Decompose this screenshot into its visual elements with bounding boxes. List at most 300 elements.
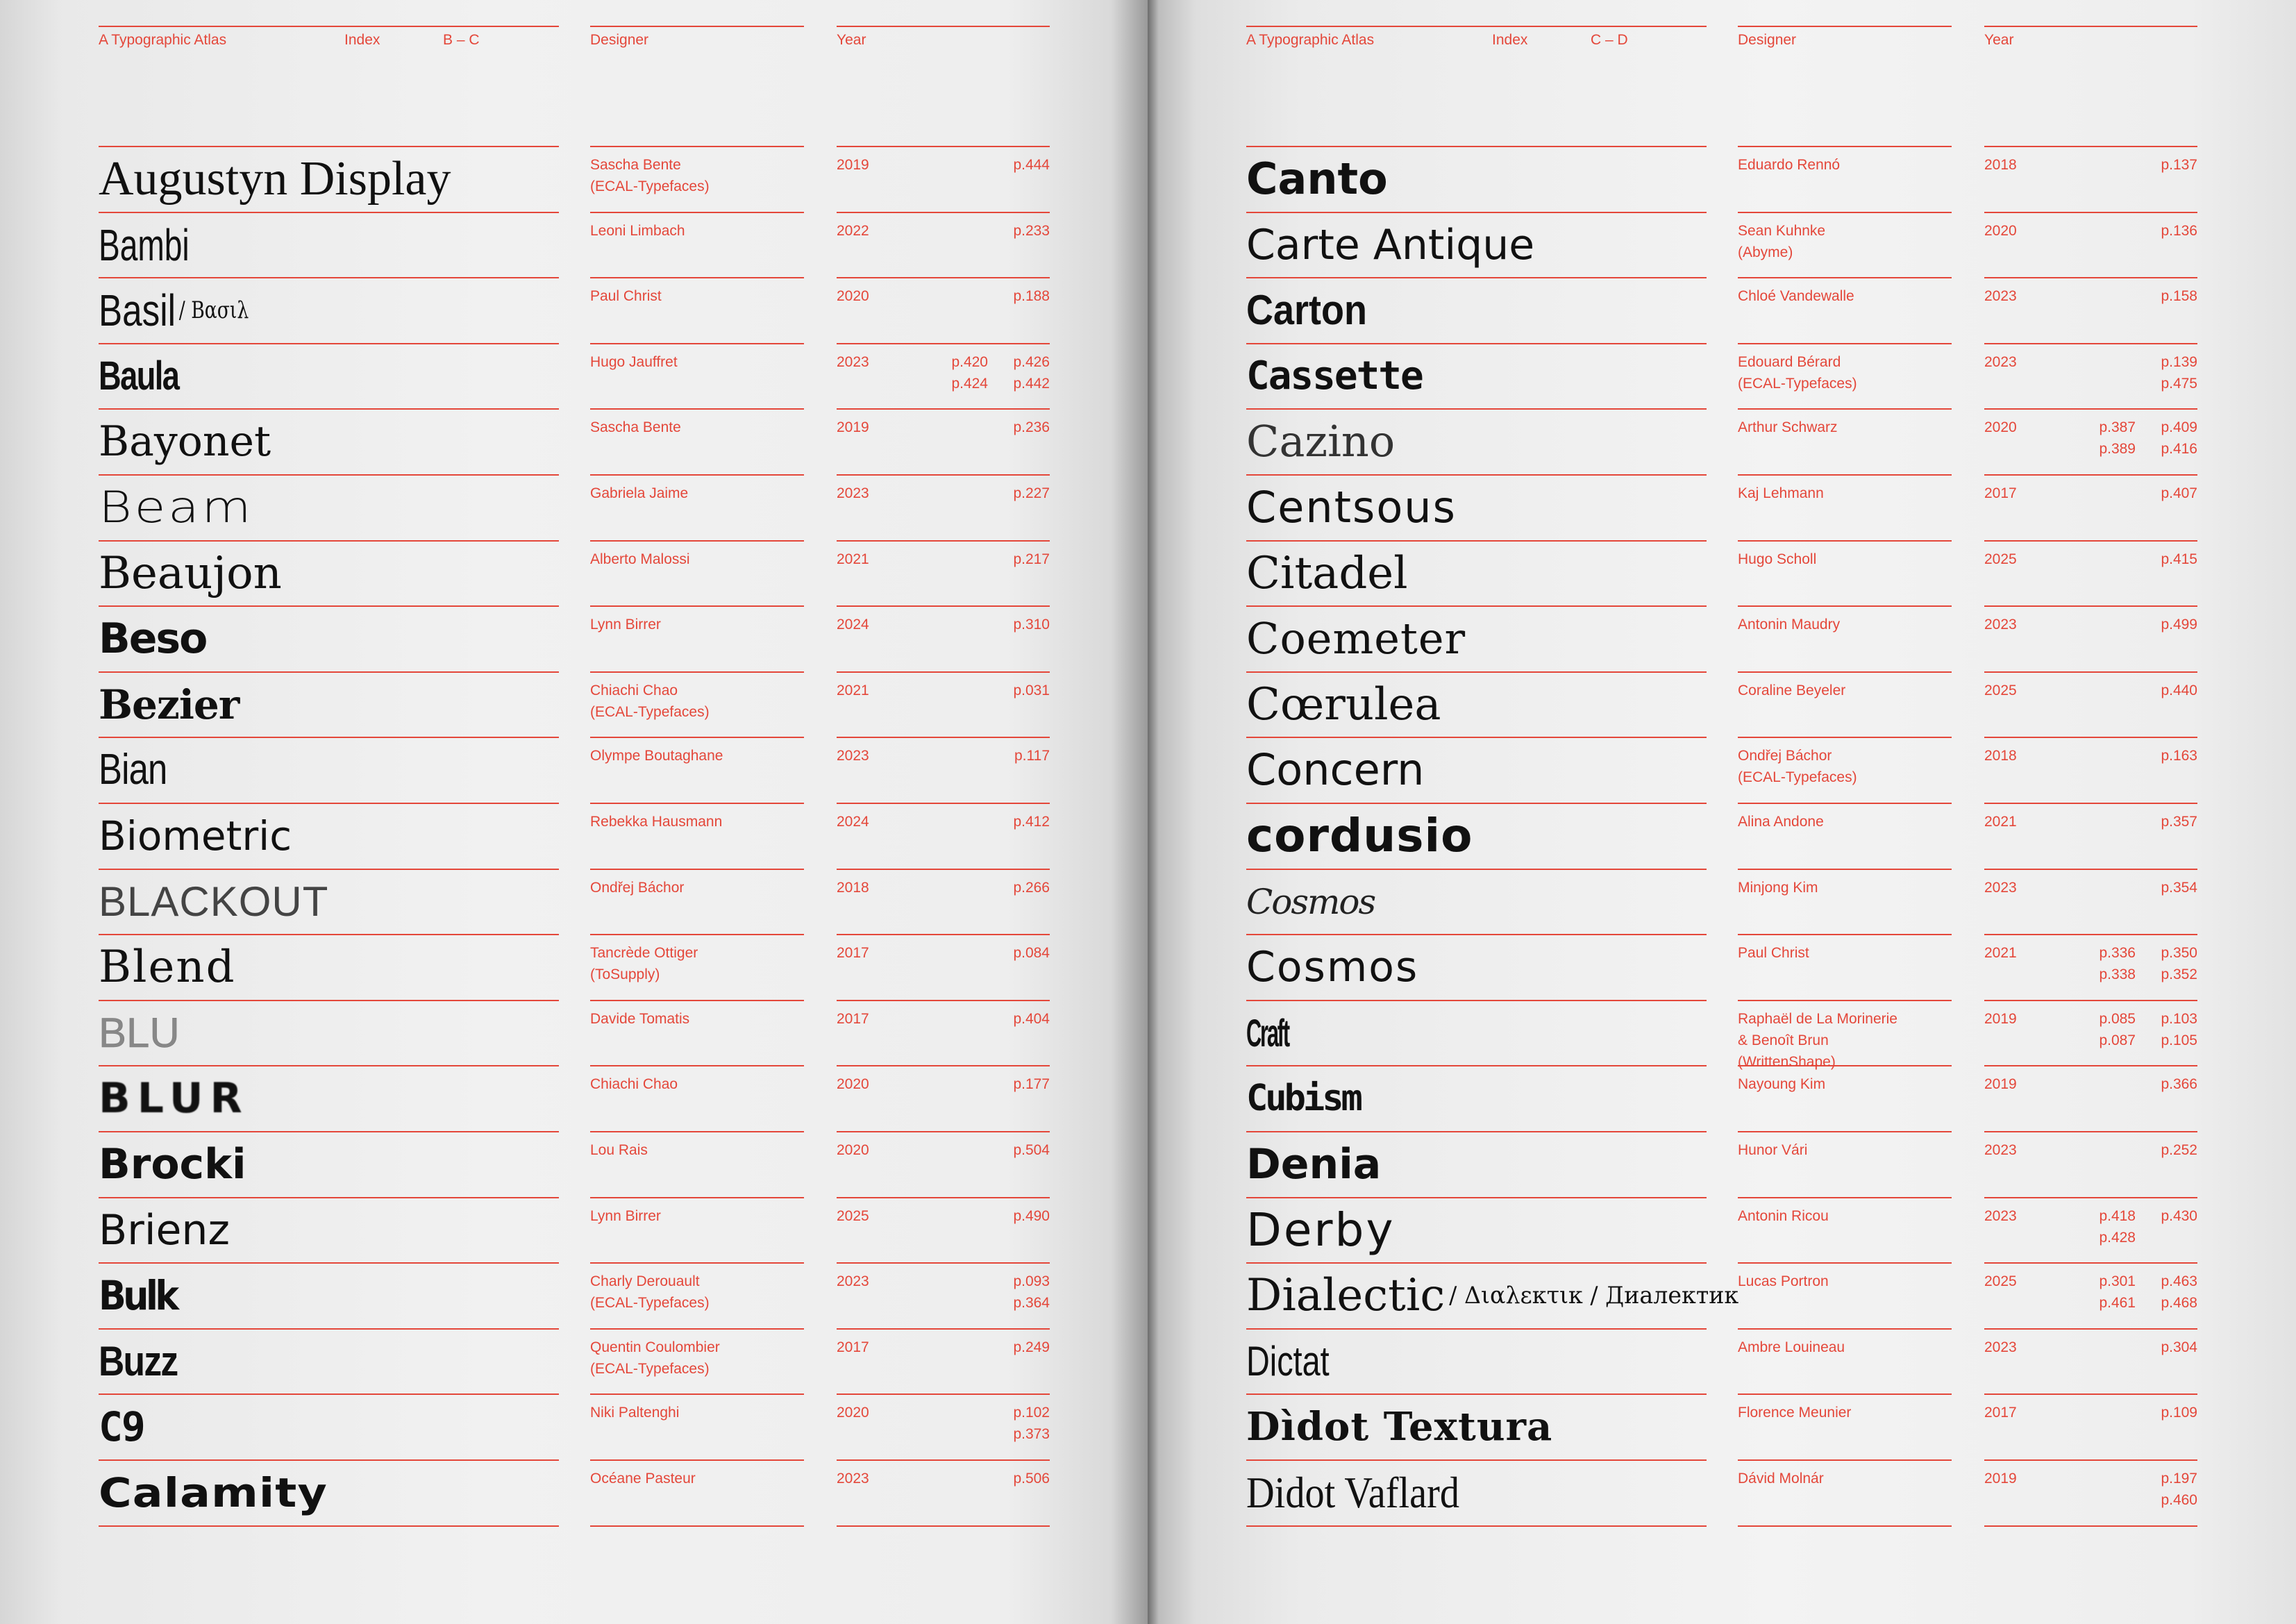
designer: Gabriela Jaime	[590, 485, 689, 501]
index-row	[0, 1197, 1146, 1263]
designer: Nayoung Kim	[1738, 1076, 1826, 1092]
typeface-name-text: Beso	[99, 614, 207, 663]
page-reference[interactable]: p.490	[1013, 1208, 1050, 1224]
year: 2017	[1984, 485, 2017, 501]
page-reference[interactable]: p.336 p.338	[2099, 945, 2136, 982]
end-rule-designer	[1738, 1525, 1952, 1527]
typeface-name[interactable]	[1246, 1328, 1330, 1394]
index-row	[1148, 1000, 2293, 1070]
typeface-name-text: Brienz	[99, 1205, 230, 1255]
rule-designer	[1738, 1000, 1952, 1001]
year: 2025	[1984, 551, 2017, 567]
typeface-name-text: BLUR	[99, 1073, 249, 1123]
year: 2023	[1984, 288, 2017, 304]
rule-designer	[1738, 671, 1952, 673]
page-reference[interactable]: p.350 p.352	[2161, 945, 2197, 982]
rule-name	[99, 1393, 559, 1395]
typeface-name[interactable]	[99, 803, 292, 869]
designer: Florence Meunier	[1738, 1405, 1852, 1421]
index-row	[1148, 540, 2293, 606]
index-row	[0, 212, 1146, 278]
header-year: Year	[1984, 32, 2014, 48]
year: 2023	[837, 1273, 869, 1289]
page-reference[interactable]: p.387 p.389	[2099, 419, 2136, 457]
year: 2020	[837, 288, 869, 304]
designer: Minjong Kim	[1738, 880, 1818, 896]
index-row	[0, 737, 1146, 803]
typeface-name-text: Brocki	[99, 1139, 246, 1189]
year: 2017	[1984, 1405, 2017, 1421]
rule-designer	[590, 212, 804, 213]
typeface-name[interactable]	[1246, 1197, 1396, 1263]
designer: Olympe Boutaghane	[590, 748, 723, 764]
rule-designer	[1738, 540, 1952, 542]
end-rule-year	[1984, 1525, 2197, 1527]
rule-year	[837, 474, 1050, 476]
year: 2017	[837, 945, 869, 961]
index-row	[1148, 1393, 2293, 1459]
rule-designer	[590, 1131, 804, 1132]
rule-designer	[1738, 277, 1952, 278]
rule-designer	[590, 1262, 804, 1264]
typeface-name[interactable]	[1246, 1131, 1381, 1197]
rule-year	[1984, 1197, 2197, 1198]
index-row	[1148, 803, 2293, 869]
index-row	[1148, 408, 2293, 474]
designer: Hunor Vári	[1738, 1142, 1808, 1158]
page-reference[interactable]: p.499	[2161, 617, 2197, 633]
rule-designer	[1738, 1065, 1952, 1066]
designer: Lynn Birrer	[590, 617, 661, 633]
page-reference[interactable]: p.404	[1013, 1011, 1050, 1027]
typeface-name[interactable]	[99, 1459, 328, 1525]
designer: Leoni Limbach	[590, 223, 685, 239]
typeface-name-text: BLACKOUT	[99, 878, 329, 925]
typeface-name[interactable]	[1246, 474, 1457, 540]
typeface-name-text: Cazino	[1246, 415, 1396, 467]
year: 2021	[1984, 814, 2017, 830]
rule-designer	[590, 1000, 804, 1001]
page-reference[interactable]: p.310	[1013, 617, 1050, 633]
typeface-name[interactable]	[99, 540, 282, 606]
page-reference[interactable]: p.304	[2161, 1339, 2197, 1355]
index-row	[1148, 146, 2293, 212]
page-reference[interactable]: p.103 p.105	[2161, 1011, 2197, 1048]
rule-year	[1984, 605, 2197, 607]
designer: Chiachi Chao	[590, 1076, 678, 1092]
rule-designer	[590, 869, 804, 870]
page-reference[interactable]: p.109	[2161, 1405, 2197, 1421]
index-row	[1148, 343, 2293, 409]
designer: Tancrède Ottiger (ToSupply)	[590, 945, 698, 982]
typeface-name[interactable]	[1246, 737, 1424, 803]
typeface-name[interactable]	[99, 408, 271, 474]
year: 2024	[837, 617, 869, 633]
typeface-name-text: Beam	[99, 481, 254, 533]
index-row	[0, 803, 1146, 869]
page-reference[interactable]: p.163	[2161, 748, 2197, 764]
designer: Sean Kuhnke (Abyme)	[1738, 223, 1826, 260]
rule-designer	[590, 737, 804, 738]
typeface-name[interactable]	[1246, 277, 1367, 343]
page-reference[interactable]: p.418 p.428	[2099, 1208, 2136, 1246]
header-range: B – C	[443, 32, 480, 48]
typeface-name[interactable]	[1246, 212, 1534, 278]
rule-year	[1984, 1000, 2197, 1001]
rule-year	[837, 1459, 1050, 1461]
rule-designer	[1738, 408, 1952, 410]
year: 2023	[837, 1471, 869, 1487]
page-reference[interactable]: p.266	[1013, 880, 1050, 896]
rule-year	[1984, 408, 2197, 410]
typeface-name-text: BLU	[99, 1009, 180, 1056]
page-reference[interactable]: p.188	[1013, 288, 1050, 304]
year: 2024	[837, 814, 869, 830]
page-reference[interactable]: p.177	[1013, 1076, 1050, 1092]
page-reference[interactable]: p.252	[2161, 1142, 2197, 1158]
typeface-name-text: Dialectic	[1246, 1269, 1446, 1321]
typeface-name-text: Buzz	[99, 1337, 178, 1384]
rule-year	[837, 869, 1050, 870]
typeface-name-alt: / Βασιλ	[178, 296, 249, 324]
designer: Arthur Schwarz	[1738, 419, 1838, 435]
designer: Chiachi Chao (ECAL-Typefaces)	[590, 683, 710, 720]
header-designer-group	[1738, 26, 1952, 47]
typeface-name[interactable]	[99, 1262, 176, 1328]
year: 2021	[837, 683, 869, 698]
rule-year	[1984, 1328, 2197, 1330]
index-row	[0, 934, 1146, 1000]
typeface-name[interactable]	[1246, 408, 1395, 474]
header-index: Index	[1492, 32, 1528, 48]
rule-designer	[1738, 1197, 1952, 1198]
typeface-name-text: Biometric	[99, 812, 292, 860]
typeface-name-text: Calamity	[99, 1468, 328, 1516]
typeface-name[interactable]	[99, 474, 253, 540]
typeface-name-text: Basil	[99, 285, 176, 335]
index-row	[0, 1459, 1146, 1525]
typeface-name[interactable]	[99, 146, 451, 212]
header-range: C – D	[1591, 32, 1628, 48]
designer: Lucas Portron	[1738, 1273, 1829, 1289]
year: 2018	[1984, 748, 2017, 764]
rule-year	[837, 343, 1050, 344]
designer: Antonin Ricou	[1738, 1208, 1829, 1224]
rule-designer	[590, 803, 804, 804]
typeface-name[interactable]	[1246, 540, 1408, 606]
year: 2020	[837, 1076, 869, 1092]
rule-designer	[1738, 146, 1952, 147]
year: 2023	[837, 485, 869, 501]
year: 2023	[1984, 880, 2017, 896]
page-reference[interactable]: p.136	[2161, 223, 2197, 239]
year: 2025	[1984, 683, 2017, 698]
rule-name	[1246, 1000, 1707, 1001]
page-reference[interactable]: p.463 p.468	[2161, 1273, 2197, 1311]
index-row	[1148, 1131, 2293, 1197]
page-reference[interactable]: p.227	[1013, 485, 1050, 501]
index-row	[0, 605, 1146, 671]
year: 2023	[1984, 1208, 2017, 1224]
year: 2023	[1984, 354, 2017, 370]
rule-year	[837, 540, 1050, 542]
rule-designer	[590, 1459, 804, 1461]
end-rule-designer	[590, 1525, 804, 1527]
rule-designer	[590, 277, 804, 278]
rule-year	[1984, 1065, 2197, 1066]
rule-year	[1984, 737, 2197, 738]
typeface-name-text: Canto	[1246, 153, 1388, 204]
designer: Rebekka Hausmann	[590, 814, 723, 830]
index-row	[0, 671, 1146, 737]
header-title: A Typographic Atlas	[99, 32, 227, 48]
typeface-name[interactable]	[99, 343, 178, 409]
rule-year	[837, 934, 1050, 935]
page-reference[interactable]: p.415	[2161, 551, 2197, 567]
page-reference[interactable]: p.236	[1013, 419, 1050, 435]
page-reference[interactable]: p.102 p.373	[1013, 1405, 1050, 1442]
designer: Paul Christ	[1738, 945, 1809, 961]
rule-designer	[1738, 1328, 1952, 1330]
rule-year	[837, 212, 1050, 213]
typeface-name[interactable]	[99, 605, 206, 671]
page-reference[interactable]: p.031	[1013, 683, 1050, 698]
designer: Kaj Lehmann	[1738, 485, 1824, 501]
page-reference[interactable]: p.426 p.442	[1013, 354, 1050, 392]
header-designer: Designer	[590, 32, 649, 48]
typeface-name[interactable]	[1246, 1459, 1459, 1525]
rule-year	[1984, 474, 2197, 476]
rule-year	[1984, 343, 2197, 344]
page-reference[interactable]: p.420 p.424	[951, 354, 988, 392]
index-row	[0, 1065, 1146, 1131]
typeface-name[interactable]	[99, 1197, 230, 1263]
page-reference[interactable]: p.430	[2161, 1208, 2197, 1224]
typeface-name-text: Cœrulea	[1246, 678, 1441, 730]
rule-year	[837, 1328, 1050, 1330]
year: 2020	[837, 1142, 869, 1158]
index-row	[0, 146, 1146, 212]
index-row	[1148, 1328, 2293, 1394]
page-reference[interactable]: p.093 p.364	[1013, 1273, 1050, 1311]
typeface-name-text: cordusio	[1246, 808, 1473, 862]
typeface-name-text: Bian	[99, 745, 167, 794]
page-reference[interactable]: p.233	[1013, 223, 1050, 239]
designer: Alina Andone	[1738, 814, 1824, 830]
typeface-name[interactable]	[1246, 1262, 1738, 1328]
typeface-name[interactable]	[99, 277, 249, 343]
page-reference[interactable]: p.504	[1013, 1142, 1050, 1158]
typeface-name-text: Carte Antique	[1246, 220, 1535, 269]
index-row	[0, 1328, 1146, 1394]
page-reference[interactable]: p.407	[2161, 485, 2197, 501]
typeface-name[interactable]	[1246, 343, 1423, 409]
typeface-name-text: Craft	[1246, 1010, 1289, 1055]
year: 2019	[1984, 1471, 2017, 1487]
rule-year	[837, 277, 1050, 278]
typeface-name-text: Cosmos	[1246, 881, 1375, 922]
year: 2022	[837, 223, 869, 239]
typeface-name-text: Cassette	[1246, 353, 1423, 399]
year: 2021	[837, 551, 869, 567]
rule-designer	[590, 671, 804, 673]
typeface-name[interactable]	[1246, 1065, 1360, 1131]
rule-year	[1984, 540, 2197, 542]
header-designer: Designer	[1738, 32, 1797, 48]
designer: Sascha Bente	[590, 419, 681, 435]
page-reference[interactable]: p.117	[1014, 748, 1050, 764]
typeface-name-alt: / Διαλεκτικ / Диалектик	[1449, 1281, 1739, 1309]
year: 2023	[837, 748, 869, 764]
rule-designer	[1738, 212, 1952, 213]
typeface-name[interactable]	[1246, 934, 1418, 1000]
page-reference[interactable]: p.084	[1013, 945, 1050, 961]
rule-designer	[1738, 737, 1952, 738]
typeface-name-text: Cubism	[1246, 1077, 1360, 1119]
header-designer-group	[590, 26, 804, 47]
rule-designer	[1738, 1459, 1952, 1461]
index-row	[1148, 1459, 2293, 1525]
rule-designer	[590, 1393, 804, 1395]
typeface-name[interactable]	[1246, 1000, 1289, 1066]
typeface-name[interactable]	[99, 1131, 246, 1197]
typeface-name[interactable]	[1246, 869, 1375, 935]
rule-designer	[1738, 1131, 1952, 1132]
typeface-name-text: Bayonet	[99, 417, 271, 466]
header-title-group	[99, 26, 559, 47]
page-reference[interactable]: p.440	[2161, 683, 2197, 698]
page-reference[interactable]: p.409 p.416	[2161, 419, 2197, 457]
right-page	[1148, 0, 2296, 1624]
page-reference[interactable]: p.139 p.475	[2161, 354, 2197, 392]
rule-year	[837, 1197, 1050, 1198]
rule-year	[1984, 277, 2197, 278]
designer: Edouard Bérard (ECAL-Typefaces)	[1738, 354, 1857, 392]
rule-name	[99, 737, 559, 738]
typeface-name-text: Didot Vaflard	[1246, 1467, 1460, 1517]
typeface-name[interactable]	[99, 671, 239, 737]
rule-designer	[1738, 474, 1952, 476]
page-reference[interactable]: p.158	[2161, 288, 2197, 304]
page-reference[interactable]: p.301 p.461	[2099, 1273, 2136, 1311]
index-row	[0, 1393, 1146, 1459]
rule-year	[837, 1065, 1050, 1066]
page-reference[interactable]: p.217	[1013, 551, 1050, 567]
end-rule-name	[1246, 1525, 1707, 1527]
typeface-name[interactable]	[1246, 146, 1388, 212]
rule-year	[1984, 1262, 2197, 1264]
typeface-name[interactable]	[1246, 605, 1466, 671]
typeface-name-text: Carton	[1246, 286, 1368, 333]
end-rule-year	[837, 1525, 1050, 1527]
typeface-name[interactable]	[99, 934, 236, 1000]
typeface-name-text: Baula	[99, 353, 179, 399]
rule-year	[1984, 212, 2197, 213]
rule-year	[837, 1393, 1050, 1395]
designer: Antonin Maudry	[1738, 617, 1841, 633]
typeface-name[interactable]	[99, 869, 328, 935]
typeface-name[interactable]	[99, 1065, 249, 1131]
rule-year	[837, 146, 1050, 147]
typeface-name[interactable]	[1246, 1393, 1552, 1459]
designer: Coraline Beyeler	[1738, 683, 1846, 698]
index-row	[1148, 474, 2293, 540]
header-index: Index	[344, 32, 380, 48]
typeface-name-text: Concern	[1246, 744, 1425, 795]
rule-year	[1984, 803, 2197, 804]
rule-year	[1984, 1459, 2197, 1461]
index-row	[0, 1000, 1146, 1066]
page-reference[interactable]: p.197 p.460	[2161, 1471, 2197, 1508]
year: 2025	[1984, 1273, 2017, 1289]
rule-designer	[590, 1065, 804, 1066]
header-year-group	[1984, 26, 2197, 47]
page-reference[interactable]: p.412	[1013, 814, 1050, 830]
designer: Lou Rais	[590, 1142, 648, 1158]
designer: Sascha Bente (ECAL-Typefaces)	[590, 157, 710, 194]
year: 2023	[1984, 1339, 2017, 1355]
designer: Dávid Molnár	[1738, 1471, 1824, 1487]
rule-year	[837, 605, 1050, 607]
rule-designer	[1738, 869, 1952, 870]
index-row	[1148, 605, 2293, 671]
year: 2021	[1984, 945, 2017, 961]
index-row	[0, 277, 1146, 343]
index-row	[1148, 1262, 2293, 1328]
rule-designer	[590, 408, 804, 410]
index-row	[0, 1131, 1146, 1197]
typeface-name-text: Beaujon	[99, 547, 282, 599]
page-reference[interactable]: p.444	[1013, 157, 1050, 173]
rule-year	[837, 1000, 1050, 1001]
typeface-name[interactable]	[99, 212, 190, 278]
page-reference[interactable]: p.366	[2161, 1076, 2197, 1092]
index-row	[1148, 277, 2293, 343]
page-reference[interactable]: p.137	[2161, 157, 2197, 173]
page-reference[interactable]: p.506	[1013, 1471, 1050, 1487]
page-reference[interactable]: p.357	[2161, 814, 2197, 830]
index-row	[1148, 671, 2293, 737]
page-reference[interactable]: p.249	[1013, 1339, 1050, 1355]
year: 2025	[837, 1208, 869, 1224]
typeface-name-text: C9	[99, 1403, 144, 1450]
header-year: Year	[837, 32, 866, 48]
rule-designer	[590, 146, 804, 147]
typeface-name[interactable]	[99, 1393, 144, 1459]
rule-year	[837, 671, 1050, 673]
typeface-name[interactable]	[1246, 803, 1473, 869]
index-row	[0, 869, 1146, 935]
end-rule-name	[99, 1525, 559, 1527]
typeface-name[interactable]	[99, 1328, 178, 1394]
typeface-name[interactable]	[1246, 671, 1441, 737]
year: 2019	[837, 419, 869, 435]
page-reference[interactable]: p.354	[2161, 880, 2197, 896]
year: 2023	[837, 354, 869, 370]
typeface-name[interactable]	[99, 737, 167, 803]
year: 2017	[837, 1011, 869, 1027]
designer: Paul Christ	[590, 288, 662, 304]
year: 2023	[1984, 1142, 2017, 1158]
index-row	[1148, 1197, 2293, 1263]
header-year-group	[837, 26, 1050, 47]
rule-designer	[590, 1328, 804, 1330]
page-reference[interactable]: p.085 p.087	[2099, 1011, 2136, 1048]
designer: Alberto Malossi	[590, 551, 690, 567]
index-row	[1148, 737, 2293, 803]
typeface-name-text: Denia	[1246, 1139, 1382, 1189]
typeface-name[interactable]	[99, 1000, 180, 1066]
